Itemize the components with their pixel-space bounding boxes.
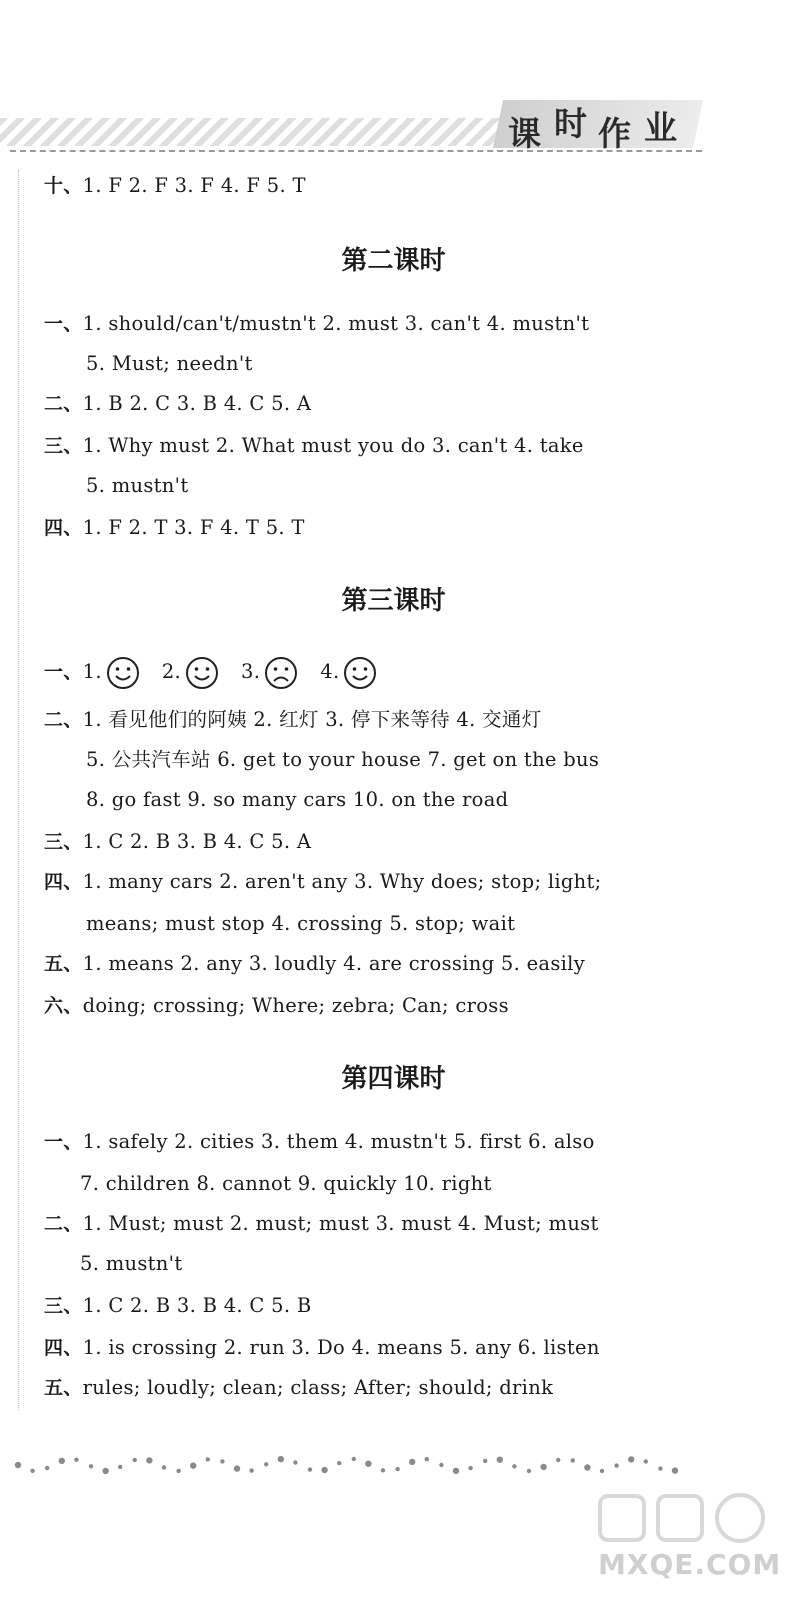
footer-dot <box>672 1467 678 1473</box>
smiley-item-number: 1. <box>82 660 102 683</box>
answer-line <box>44 1288 311 1324</box>
question-label: 五、 <box>44 953 83 975</box>
answer-text: 8. go fast 9. so many cars 10. on the road <box>86 788 509 811</box>
footer-dot <box>497 1457 503 1463</box>
footer-dot <box>644 1459 648 1463</box>
question-label: 三、 <box>44 1295 83 1317</box>
answer-line <box>44 1206 599 1242</box>
answer-line <box>44 510 305 546</box>
footer-dot <box>425 1457 429 1461</box>
answer-line <box>44 1330 600 1366</box>
answer-text: 1. many cars 2. aren't any 3. Why does; stop; light; <box>82 870 602 893</box>
answer-text: 1. F 2. F 3. F 4. F 5. T <box>82 174 306 197</box>
answer-line <box>44 306 589 342</box>
question-label: 三、 <box>44 831 83 853</box>
answer-line <box>44 946 585 982</box>
footer-dot <box>600 1469 604 1473</box>
footer-dot <box>220 1459 224 1463</box>
footer-dot <box>308 1467 312 1471</box>
answer-line <box>44 428 584 464</box>
question-label: 五、 <box>44 1377 83 1399</box>
header-title-char: 作 <box>598 114 631 153</box>
footer-dot <box>540 1464 546 1470</box>
header-title-char: 业 <box>644 108 677 147</box>
margin-dotted-line <box>18 170 19 1410</box>
answer-text: 1. is crossing 2. run 3. Do 4. means 5. any 6. listen <box>82 1336 600 1359</box>
answer-text: 1. means 2. any 3. loudly 4. are crossing 5. easily <box>82 952 586 975</box>
footer-dot <box>365 1461 371 1467</box>
happy-face-icon <box>106 656 140 690</box>
answer-line <box>44 168 306 204</box>
answer-text: 5. 公共汽车站 6. get to your house 7. get on the bus <box>86 748 600 771</box>
footer-dot <box>234 1465 240 1471</box>
answer-text: 5. mustn't <box>86 474 189 497</box>
footer-dot <box>162 1465 166 1469</box>
answer-line <box>80 1246 182 1282</box>
answer-line <box>86 468 188 504</box>
footer-dot <box>512 1464 516 1468</box>
question-label: 四、 <box>44 1337 83 1359</box>
question-label: 二、 <box>44 1213 83 1235</box>
question-label: 一、 <box>44 1131 83 1153</box>
footer-dot <box>293 1460 297 1464</box>
footer-dot <box>249 1468 253 1472</box>
answer-text: 1. F 2. T 3. F 4. T 5. T <box>82 516 305 539</box>
footer-dot <box>102 1468 108 1474</box>
answer-text: doing; crossing; Where; zebra; Can; cross <box>82 994 509 1017</box>
answer-text: 1. B 2. C 3. B 4. C 5. A <box>82 392 312 415</box>
question-label: 十、 <box>44 175 83 197</box>
footer-dot <box>321 1467 327 1473</box>
sad-face-icon <box>264 656 298 690</box>
smiley-item-number: 4. <box>320 660 340 683</box>
answer-text: 5. mustn't <box>80 1252 183 1275</box>
footer-dot <box>453 1468 459 1474</box>
footer-dot <box>527 1469 531 1473</box>
lesson-heading: 第四课时 <box>341 1064 446 1094</box>
answer-line <box>80 1166 492 1202</box>
smiley-item-number: 3. <box>241 660 261 683</box>
answer-text: rules; loudly; clean; class; After; should; drink <box>82 1376 554 1399</box>
question-label: 二、 <box>44 709 83 731</box>
answer-text: 1. Why must 2. What must you do 3. can't 4. take <box>82 434 584 457</box>
footer-dot <box>628 1456 634 1462</box>
footer-dot-decoration <box>10 1450 690 1480</box>
header-title-char: 时 <box>554 104 587 143</box>
footer-dot <box>45 1466 49 1470</box>
answer-text: 1. should/can't/mustn't 2. must 3. can't 4. mustn't <box>82 312 590 335</box>
footer-dot <box>439 1463 443 1467</box>
footer-dot <box>15 1462 21 1468</box>
question-label: 六、 <box>44 995 83 1017</box>
footer-dot <box>614 1463 618 1467</box>
answer-line <box>44 702 542 738</box>
answer-line <box>86 906 515 942</box>
header-decoration-band <box>0 118 500 146</box>
answer-text: 5. Must; needn't <box>86 352 253 375</box>
footer-dot <box>74 1458 78 1462</box>
footer-dot <box>176 1469 180 1473</box>
footer-dot <box>264 1462 268 1466</box>
footer-dot <box>352 1457 356 1461</box>
footer-dot <box>278 1456 284 1462</box>
footer-dot <box>30 1469 34 1473</box>
question-label: 三、 <box>44 435 83 457</box>
footer-dot <box>190 1462 196 1468</box>
answer-text: 1. Must; must 2. must; must 3. must 4. Must; must <box>82 1212 599 1235</box>
smiley-item-number: 2. <box>161 660 182 683</box>
answer-text: 1. safely 2. cities 3. them 4. mustn't 5. first 6. also <box>82 1130 595 1153</box>
header-title-char: 课 <box>508 114 541 153</box>
happy-face-icon <box>343 656 377 690</box>
smiley-answer-line <box>44 652 399 692</box>
happy-face-icon <box>185 656 219 690</box>
footer-dot <box>337 1461 341 1465</box>
question-label: 一、 <box>44 661 83 683</box>
answer-text: 1. 看见他们的阿姨 2. 红灯 3. 停下来等待 4. 交通灯 <box>82 708 542 731</box>
answer-line <box>86 346 253 382</box>
footer-dot <box>658 1466 662 1470</box>
question-label: 四、 <box>44 871 83 893</box>
footer-dot <box>571 1458 575 1462</box>
answer-text: 1. C 2. B 3. B 4. C 5. A <box>82 830 312 853</box>
footer-dot <box>409 1459 415 1465</box>
header-title-badge <box>498 96 698 152</box>
answer-line <box>44 1124 595 1160</box>
lesson-heading: 第三课时 <box>341 586 446 616</box>
footer-dot <box>381 1468 385 1472</box>
footer-dot <box>118 1465 122 1469</box>
answer-line <box>86 782 508 818</box>
footer-dot <box>395 1467 399 1471</box>
answer-text: 7. children 8. cannot 9. quickly 10. right <box>80 1172 492 1195</box>
footer-dot <box>89 1464 93 1468</box>
question-label: 四、 <box>44 517 83 539</box>
question-label: 一、 <box>44 313 83 335</box>
footer-dot <box>146 1457 152 1463</box>
footer-dot <box>468 1466 472 1470</box>
footer-dot <box>556 1458 560 1462</box>
footer-dot <box>133 1458 137 1462</box>
answer-text: means; must stop 4. crossing 5. stop; wait <box>86 912 516 935</box>
footer-dot <box>206 1457 210 1461</box>
answer-line <box>44 1370 553 1406</box>
answer-line <box>86 742 599 778</box>
footer-dot <box>584 1464 590 1470</box>
watermark-text: MXQE.COM <box>598 1548 782 1581</box>
answer-text: 1. C 2. B 3. B 4. C 5. B <box>82 1294 312 1317</box>
answer-line <box>44 864 602 900</box>
footer-dot <box>59 1458 65 1464</box>
lesson-heading: 第二课时 <box>341 246 446 276</box>
answer-line <box>44 988 509 1024</box>
footer-dot <box>483 1459 487 1463</box>
question-label: 二、 <box>44 393 83 415</box>
answer-line <box>44 824 311 860</box>
answer-line <box>44 386 311 422</box>
